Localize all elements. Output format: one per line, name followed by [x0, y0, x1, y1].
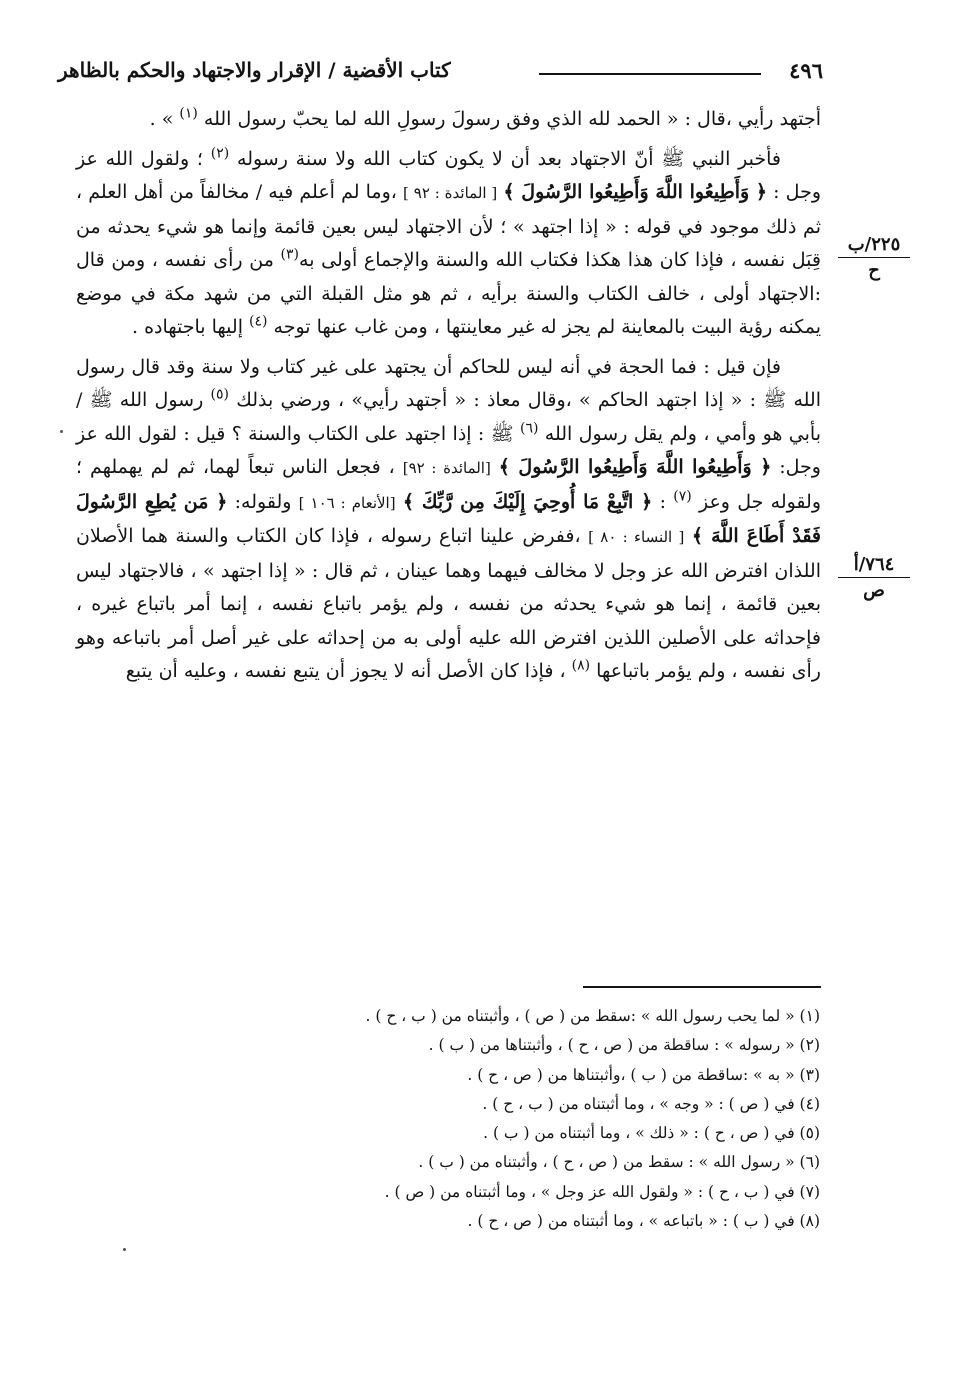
margin-note-siglum: ح: [868, 260, 880, 281]
margin-note-manuscript-s: [838, 554, 910, 601]
text-run: :: [652, 490, 674, 513]
footnote-marker: (١): [179, 105, 198, 122]
text-run: ؛ ولقول الله عز وجل :: [76, 147, 821, 203]
footnote: (٣) « به » :ساقطة من ( ب ) ،وأثبتناها من ( ص ، ح ) .: [467, 1065, 820, 1084]
text-run: إليها باجتهاده .: [131, 316, 250, 338]
footnote: (٦) « رسول الله » : سقط من ( ص ، ح ) ، وأثبتناه من ( ب ) .: [418, 1153, 820, 1172]
verse-reference: [ النساء : ٨٠ ]: [588, 528, 685, 546]
header-rule: [539, 73, 761, 75]
footnote: (٥) في ( ص ، ح ) : « ذلك » ، وما أثبتناه من ( ب ) .: [483, 1124, 820, 1143]
quran-quote: ﴿ اتَّبِعْ مَا أُوحِيَ إِلَيْكَ مِن رَّبِّكَ ﴾: [402, 490, 653, 513]
text-run: فأخبر النبي ﷺ أنّ الاجتهاد بعد أن لا يكون كتاب الله ولا سنة رسوله: [229, 147, 781, 170]
verse-reference: [ المائدة : ٩٢ ]: [403, 184, 498, 202]
footnote: (٨) في ( ب ) : « باتباعه » ، وما أثبتناه من ( ص ، ح ) .: [467, 1212, 820, 1231]
scan-speck: [123, 1248, 126, 1251]
footnote: (٢) « رسوله » : ساقطة من ( ص ، ح ) ، وأثبتناها من ( ب ) .: [428, 1036, 820, 1055]
text-run: ،وما لم أعلم فيه / مخالفاً من أهل العلم ، ثم ذلك موجود في قوله : « إذا اجتهد » ؛ لأن الاجتهاد ليس بعين قائمة وإنما هو شيء يحدثه من قِبَل نفسه ، فإذا كان هذا هكذا فكتاب الله والسنة والإجماع أولى به: [76, 181, 821, 271]
paragraph: [76, 103, 821, 137]
margin-note-folio: ٢٢٥/ب: [838, 234, 910, 258]
footnote-marker: (٢): [210, 145, 230, 162]
quran-quote: ﴿ وَأَطِيعُوا اللَّهَ وَأَطِيعُوا الرَّسُولَ ﴾: [498, 456, 772, 478]
footnote: (٤) في ( ص ) : « وجه » ، وما أثبتناه من ( ب ، ح ) .: [482, 1094, 820, 1113]
footnote-marker: (٤): [249, 313, 268, 330]
text-run: ، فإذا كان الأصل أنه لا يجوز أن يتبع نفسه ، وعليه أن يتبع: [125, 660, 572, 682]
main-text: [76, 103, 821, 689]
text-run: ﷺ : إذا اجتهد على الكتاب والسنة ؟ قيل : لقول الله عز وجل:: [76, 422, 821, 478]
quran-quote: ﴿ وَأَطِيعُوا اللَّهَ وَأَطِيعُوا الرَّسُولَ ﴾: [503, 181, 768, 203]
footnote-marker: (٥): [210, 386, 229, 403]
footnote: (١) « لما يحب رسول الله » :سقط من ( ص ) ، وأثبتناه من ( ب ، ح ) .: [365, 1007, 820, 1025]
text-run: من رأى نفسه ، ومن قال :الاجتهاد أولى ، خالف الكتاب والسنة برأيه ، ثم هو مثل القبلة التي من شهد مكة في موضع يمكنه رؤية البيت بالمعاينة لم يجز له غير معاينتها ، ومن غاب عنها توجه: [76, 249, 821, 338]
verse-reference: [المائدة : ٩٢]: [402, 459, 491, 477]
text-run: رسول الله ﷺ / بأبي هو وأمي ، ولم يقل رسول الله: [76, 389, 821, 445]
footnote: (٧) في ( ب ، ح ) : « ولقول الله عز وجل » ، وما أثبتناه من ( ص ) .: [384, 1182, 820, 1201]
text-run: ولقوله:: [227, 490, 299, 513]
paragraph: [76, 143, 821, 345]
footnote-marker: (٣): [280, 246, 300, 263]
margin-note-folio: ٧٦٤/أ: [838, 554, 910, 578]
footnote-marker: (٨): [571, 657, 591, 674]
verse-reference: [الأنعام : ١٠٦ ]: [298, 493, 396, 512]
page-header: [58, 56, 823, 92]
text-run: فإن قيل : فما الحجة في أنه ليس للحاكم أن يجتهد على غير كتاب ولا سنة وقد قال رسول الله ﷺ : « إذا اجتهد الحاكم » ،وقال معاذ : « أجتهد رأيي» ، ورضي بذلك: [76, 355, 821, 411]
text-run: [396, 491, 403, 513]
text-run: ،ففرض علينا اتباع رسوله ، فإذا كان الكتاب والسنة هما الأصلان اللذان افترض الله عز وجل لا مخالف فيهما وهما عينان ، ثم قال : « إذا اجتهد » ، فالاجتهاد ليس بعين قائمة ، إنما هو شيء يحدثه من نفسه ، ولم يؤمر باتباع نفسه ، إنما أمر باتباع غيره ، فإحداثه على الأصلين اللذين افترض الله عليه أولى به من إحداثه على غير أصل أمر باتباعه وهو رأى نفسه ، ولم يؤمر باتباعها: [76, 525, 821, 682]
margin-note-manuscript-h: [838, 234, 910, 281]
footnote-marker: (٧): [673, 488, 692, 505]
paragraph: [76, 351, 821, 689]
footnote-separator: [583, 986, 821, 988]
scan-speck: [60, 430, 63, 433]
running-title: كتاب الأقضية / الإقرار والاجتهاد والحكم بالظاهر: [58, 58, 451, 82]
margin-note-siglum: ص: [863, 580, 885, 601]
text-run: » .: [149, 108, 180, 130]
text-run: ، فجعل الناس تبعاً لهما، ثم لم يهملهم ؛ ولقوله جل وعز: [76, 456, 821, 513]
text-run: [491, 456, 499, 478]
quran-quote: ﴿ مَن يُطِعِ الرَّسُولَ فَقَدْ أَطَاعَ اللَّهَ ﴾: [76, 490, 822, 547]
footnotes: [300, 1002, 820, 1236]
text-run: [684, 525, 692, 547]
footnote-marker: (٦): [519, 420, 539, 437]
text-run: أجتهد رأيي ،قال : « الحمد لله الذي وفق رسولَ رسولِ الله لما يحبّ رسول الله: [197, 108, 821, 130]
page-number: ٤٩٦: [789, 58, 823, 83]
